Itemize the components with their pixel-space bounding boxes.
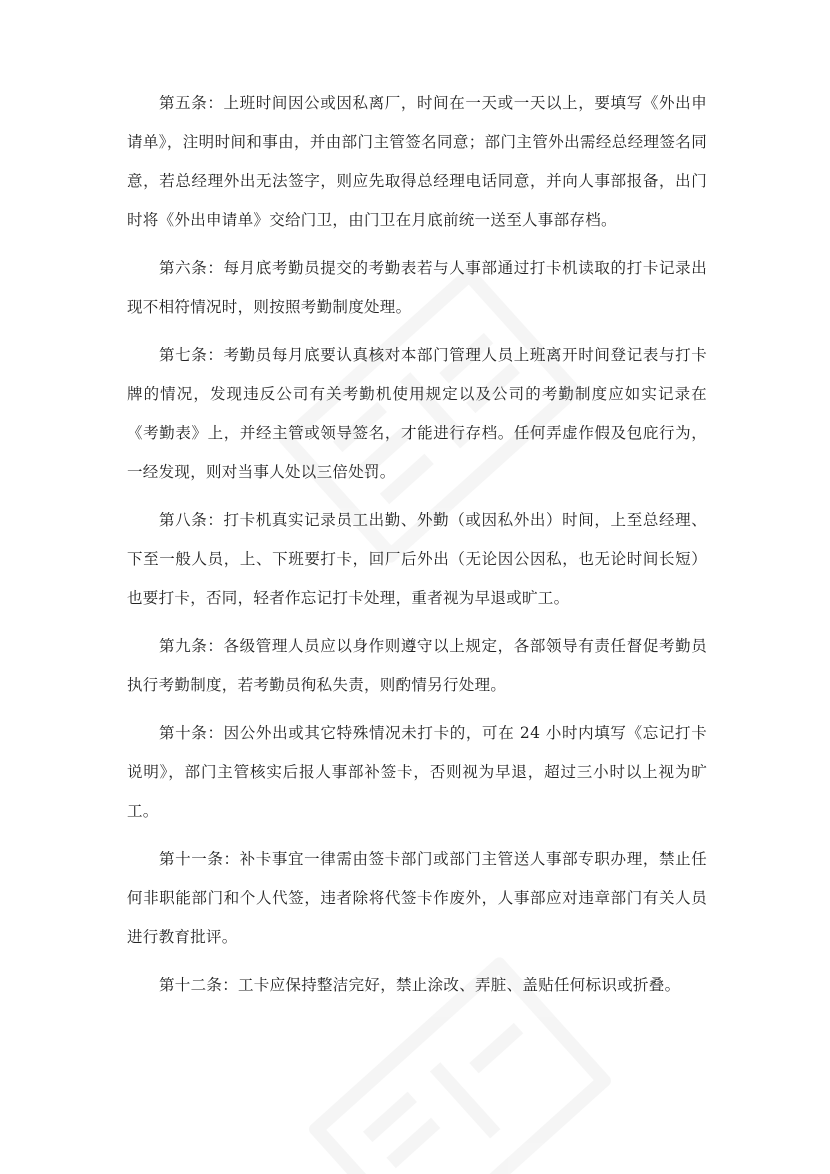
article-6: 第六条：每月底考勤员提交的考勤表若与人事部通过打卡机读取的打卡记录出现不相符情况时，则按照考勤制度处理。: [127, 259, 707, 316]
article-10: 第十条：因公外出或其它特殊情况未打卡的，可在 24 小时内填写《忘记打卡说明》，部门主管核实后报人事部补签卡，否则视为早退，超过三小时以上视为旷工。: [127, 724, 707, 820]
article-11: 第十一条：补卡事宜一律需由签卡部门或部门主管送人事部专职办理，禁止任何非职能部门和个人代签，违者除将代签卡作废外，人事部应对违章部门有关人员进行教育批评。: [127, 850, 707, 946]
article-8: 第八条：打卡机真实记录员工出勤、外勤（或因私外出）时间，上至总经理、下至一般人员，上、下班要打卡，回厂后外出（无论因公因私，也无论时间长短）也要打卡，否同，轻者作忘记打卡处理，重者视为早退或旷工。: [127, 511, 707, 607]
article-9: 第九条：各级管理人员应以身作则遵守以上规定，各部领导有责任督促考勤员执行考勤制度，若考勤员徇私失责，则酌情另行处理。: [127, 637, 707, 694]
document-body: [127, 84, 707, 1014]
article-5: 第五条：上班时间因公或因私离厂，时间在一天或一天以上，要填写《外出申请单》，注明时间和事由，并由部门主管签名同意；部门主管外出需经总经理签名同意，若总经理外出无法签字，则应先取得总经理电话同意，并向人事部报备，出门时将《外出申请单》交给门卫，由门卫在月底前统一送至人事部存档。: [127, 94, 707, 229]
article-12: 第十二条：工卡应保持整洁完好，禁止涂改、弄脏、盖贴任何标识或折叠。: [159, 976, 681, 994]
article-7: 第七条：考勤员每月底要认真核对本部门管理人员上班离开时间登记表与打卡牌的情况，发现违反公司有关考勤机使用规定以及公司的考勤制度应如实记录在《考勤表》上，并经主管或领导签名，才能进行存档。任何弄虚作假及包庇行为，一经发现，则对当事人处以三倍处罚。: [127, 346, 707, 481]
